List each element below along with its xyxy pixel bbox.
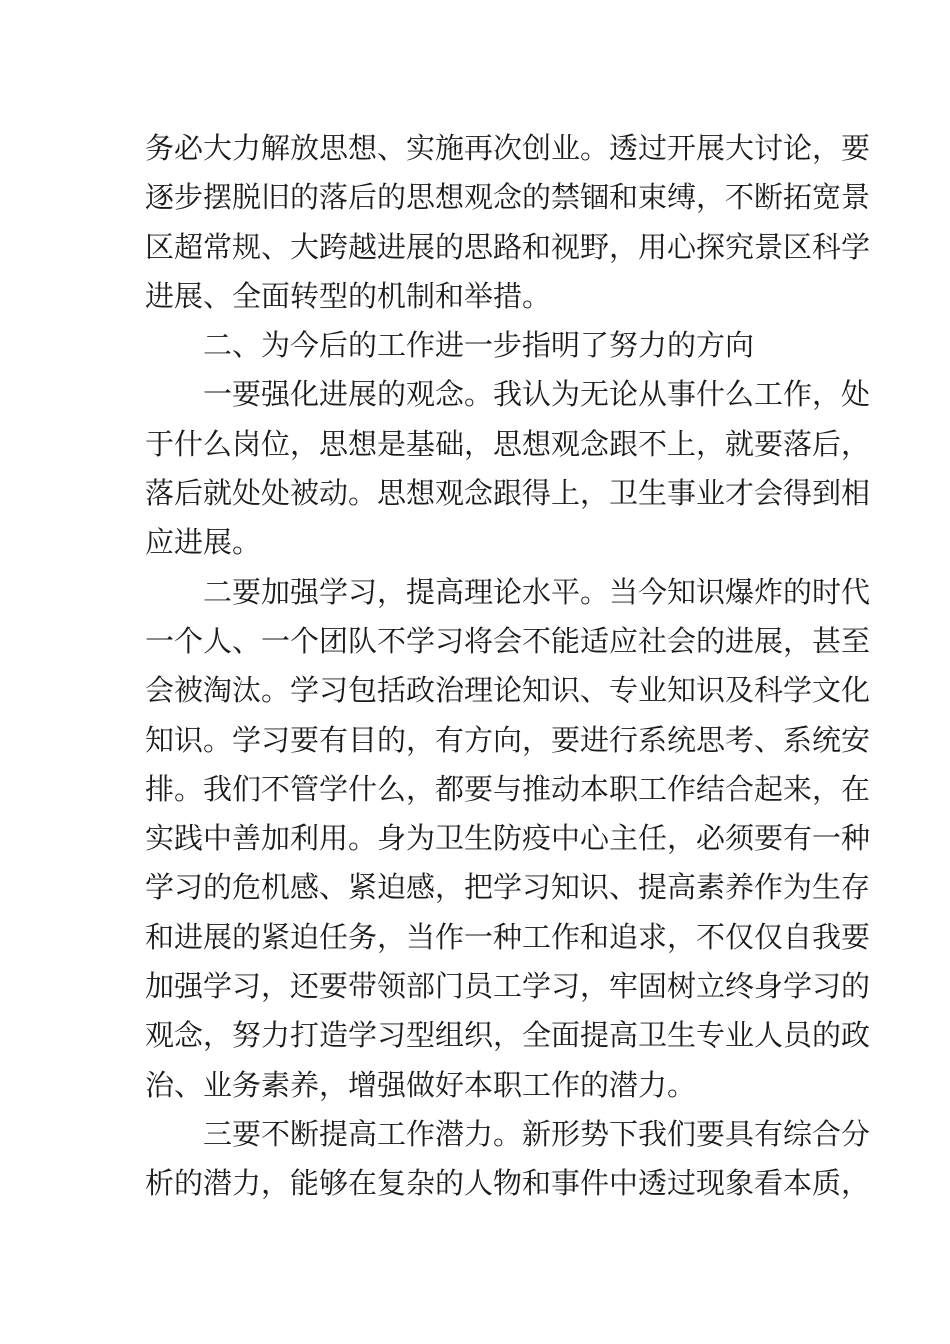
text-line: 务必大力解放思想、实施再次创业。透过开展大讨论，要 (145, 131, 871, 165)
text-line: 实践中善加利用。身为卫生防疫中心主任，必须要有一种 (145, 821, 871, 856)
text-line: 析的潜力，能够在复杂的人物和事件中透过现象看本质， (145, 1166, 871, 1201)
text-line: 学习的危机感、紧迫感，把学习知识、提高素养作为生存 (145, 870, 871, 905)
text-line: 一要强化进展的观念。我认为无论从事什么工作，处 (203, 377, 871, 412)
text-line: 应进展。 (145, 525, 262, 560)
text-line: 知识。学习要有目的，有方向，要进行系统思考、系统安 (145, 722, 871, 757)
text-line: 会被淘汰。学习包括政治理论知识、专业知识及科学文化 (145, 673, 871, 708)
text-line: 二、为今后的工作进一步指明了努力的方向 (203, 328, 755, 363)
text-line: 三要不断提高工作潜力。新形势下我们要具有综合分 (203, 1116, 871, 1151)
document-body (145, 124, 871, 1209)
text-line: 逐步摆脱旧的落后的思想观念的禁锢和束缚，不断拓宽景 (145, 180, 871, 215)
text-line: 二要加强学习，提高理论水平。当今知识爆炸的时代 (203, 574, 871, 609)
text-line: 观念，努力打造学习型组织，全面提高卫生专业人员的政 (145, 1018, 871, 1053)
text-line: 治、业务素养，增强做好本职工作的潜力。 (145, 1067, 697, 1102)
text-line: 一个人、一个团队不学习将会不能适应社会的进展，甚至 (145, 623, 871, 658)
text-line: 和进展的紧迫任务，当作一种工作和追求，不仅仅自我要 (145, 919, 871, 954)
text-line: 加强学习，还要带领部门员工学习，牢固树立终身学习的 (145, 969, 871, 1004)
text-line: 排。我们不管学什么，都要与推动本职工作结合起来，在 (145, 771, 871, 806)
text-line: 区超常规、大跨越进展的思路和视野，用心探究景区科学 (145, 229, 871, 264)
text-line: 进展、全面转型的机制和举措。 (145, 278, 552, 313)
text-line: 于什么岗位，思想是基础，思想观念跟不上，就要落后， (145, 426, 871, 461)
text-line: 落后就处处被动。思想观念跟得上，卫生事业才会得到相 (145, 476, 871, 511)
